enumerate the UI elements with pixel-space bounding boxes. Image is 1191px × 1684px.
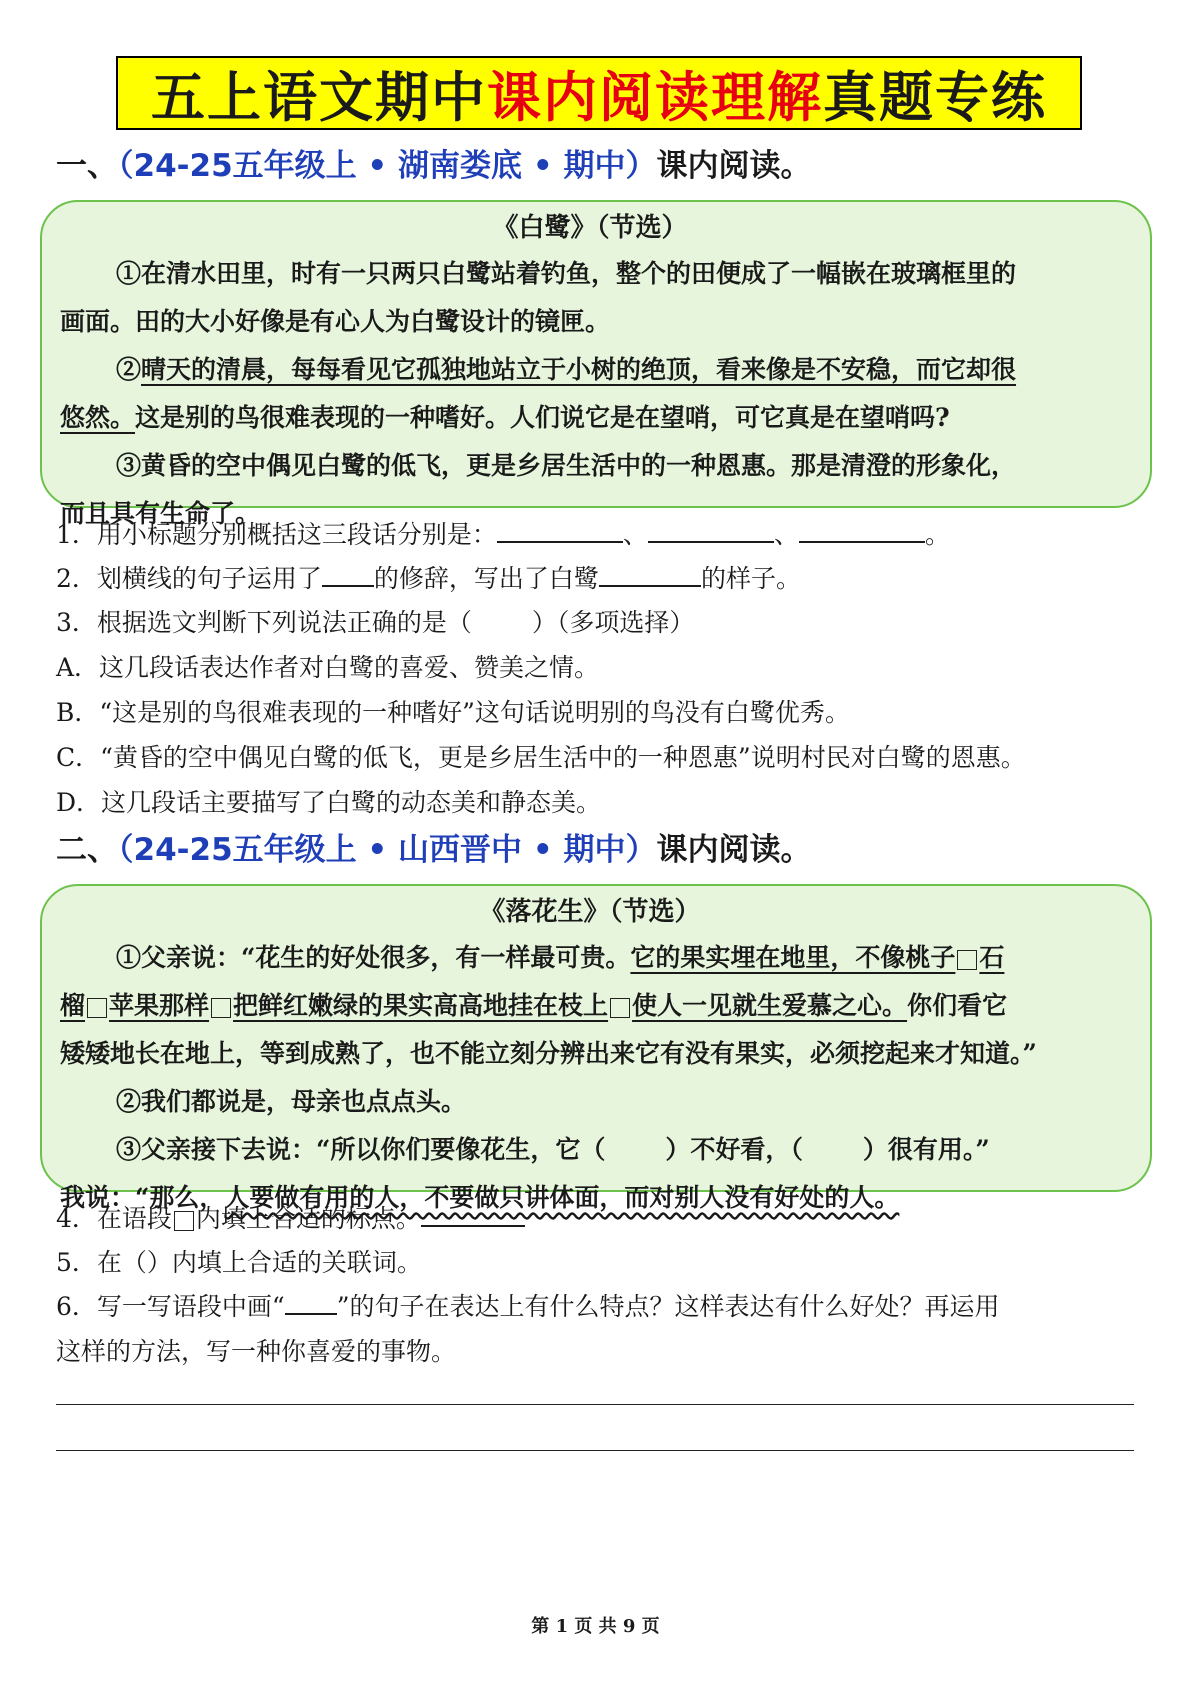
underlined-sentence: 悠然。 — [60, 403, 136, 432]
passage2-line: ①父亲说：“花生的好处很多，有一样最可贵。它的果实埋在地里，不像桃子 石 — [116, 943, 1005, 972]
title-part2: 课内阅读理解 — [487, 65, 823, 129]
page-title — [116, 56, 1082, 130]
passage-box-2 — [40, 884, 1152, 1212]
blank-box[interactable] — [957, 950, 977, 970]
section2-heading — [56, 824, 811, 869]
passage2-line: ③父亲接下去说：“所以你们要像花生，它（ ）不好看，（ ）很有用。” — [116, 1135, 990, 1164]
title-part3: 真题专练 — [823, 65, 1047, 129]
answer-line[interactable] — [56, 1404, 1134, 1405]
question-4: 4．在语段 内填上合适的标点。 — [56, 1196, 525, 1242]
page-footer: 第 1 页 共 9 页 — [531, 1616, 660, 1637]
answer-blank[interactable] — [799, 515, 925, 543]
question-2: 2．划横线的句子运用了 的修辞，写出了白鹭 的样子。 — [56, 556, 801, 602]
answer-blank[interactable] — [497, 515, 623, 543]
section1-suffix: 课内阅读。 — [656, 148, 812, 184]
blank-box[interactable] — [211, 998, 231, 1018]
answer-blank[interactable] — [421, 1199, 525, 1227]
passage-box-1 — [40, 200, 1152, 528]
passage2-line: 榴 苹果那样 把鲜红嫩绿的果实高高地挂在枝上 使人一见就生爱慕之心。你们看它 — [60, 991, 1008, 1020]
passage1-line: 悠然。这是别的鸟很难表现的一种嗜好。人们说它是在望哨，可它真是在望哨吗? — [60, 403, 950, 432]
answer-blank[interactable] — [599, 559, 701, 587]
section1-source: （24-25五年级上 • 湖南娄底 • 期中） — [118, 148, 657, 184]
passage1-line: ③黄昏的空中偶见白鹭的低飞，更是乡居生活中的一种恩惠。那是清澄的形象化， — [116, 451, 1017, 480]
question-6-cont: 这样的方法，写一种你喜爱的事物。 — [56, 1337, 457, 1366]
underline-sample — [285, 1287, 337, 1315]
option-b: B．“这是别的鸟很难表现的一种嗜好”这句话说明别的鸟没有白鹭优秀。 — [56, 698, 850, 727]
wavy-underlined-sentence: 人要做有用的人，不要做只讲体面，而对别人没有好处的人。 — [224, 1183, 900, 1212]
section2-number: 二、 — [56, 832, 118, 868]
underlined-sentence: 它的果实埋在地里，不像桃子 — [630, 943, 956, 972]
passage1-line: ①在清水田里，时有一只两只白鹭站着钓鱼，整个的田便成了一幅嵌在玻璃框里的 — [116, 259, 1017, 288]
passage2-line: ②我们都说是，母亲也点点头。 — [116, 1087, 467, 1116]
passage1-title: 《白鹭》（节选） — [492, 213, 688, 243]
passage2-line: 我说：“那么，人要做有用的人，不要做只讲体面，而对别人没有好处的人。 — [60, 1183, 900, 1212]
passage1-line: 而且具有生命了。 — [60, 499, 261, 528]
question-5: 5．在（）内填上合适的关联词。 — [56, 1248, 422, 1277]
passage2-line: 矮矮地长在地上，等到成熟了，也不能立刻分辨出来它有没有果实，必须挖起来才知道。” — [60, 1039, 1037, 1068]
underlined-sentence: 晴天的清晨，每每看见它孤独地站立于小树的绝顶，看来像是不安稳，而它却很 — [141, 355, 1017, 384]
question-3: 3．根据选文判断下列说法正确的是（ ）（多项选择） — [56, 608, 695, 637]
option-a: A．这几段话表达作者对白鹭的喜爱、赞美之情。 — [56, 653, 600, 682]
title-part1: 五上语文期中 — [151, 65, 487, 129]
answer-blank[interactable] — [322, 559, 374, 587]
blank-box[interactable] — [87, 998, 107, 1018]
option-d: D．这几段话主要描写了白鹭的动态美和静态美。 — [56, 788, 602, 817]
answer-line[interactable] — [56, 1450, 1134, 1451]
passage1-line: 画面。田的大小好像是有心人为白鹭设计的镜匣。 — [60, 307, 611, 336]
option-c: C．“黄昏的空中偶见白鹭的低飞，更是乡居生活中的一种恩惠”说明村民对白鹭的恩惠。 — [56, 743, 1026, 772]
section1-heading — [56, 140, 811, 185]
passage1-line: ②晴天的清晨，每每看见它孤独地站立于小树的绝顶，看来像是不安稳，而它却很 — [116, 355, 1017, 384]
blank-box[interactable] — [610, 998, 630, 1018]
blank-box — [174, 1211, 194, 1231]
passage2-title: 《落花生》（节选） — [479, 897, 701, 927]
section2-suffix: 课内阅读。 — [656, 832, 812, 868]
section1-number: 一、 — [56, 148, 118, 184]
question-1: 1．用小标题分别概括这三段话分别是： 、 、 。 — [56, 512, 950, 558]
answer-blank[interactable] — [648, 515, 774, 543]
section2-source: （24-25五年级上 • 山西晋中 • 期中） — [118, 832, 657, 868]
question-6: 6．写一写语段中画“ ”的句子在表达上有什么特点？这样表达有什么好处？再运用 — [56, 1284, 999, 1330]
